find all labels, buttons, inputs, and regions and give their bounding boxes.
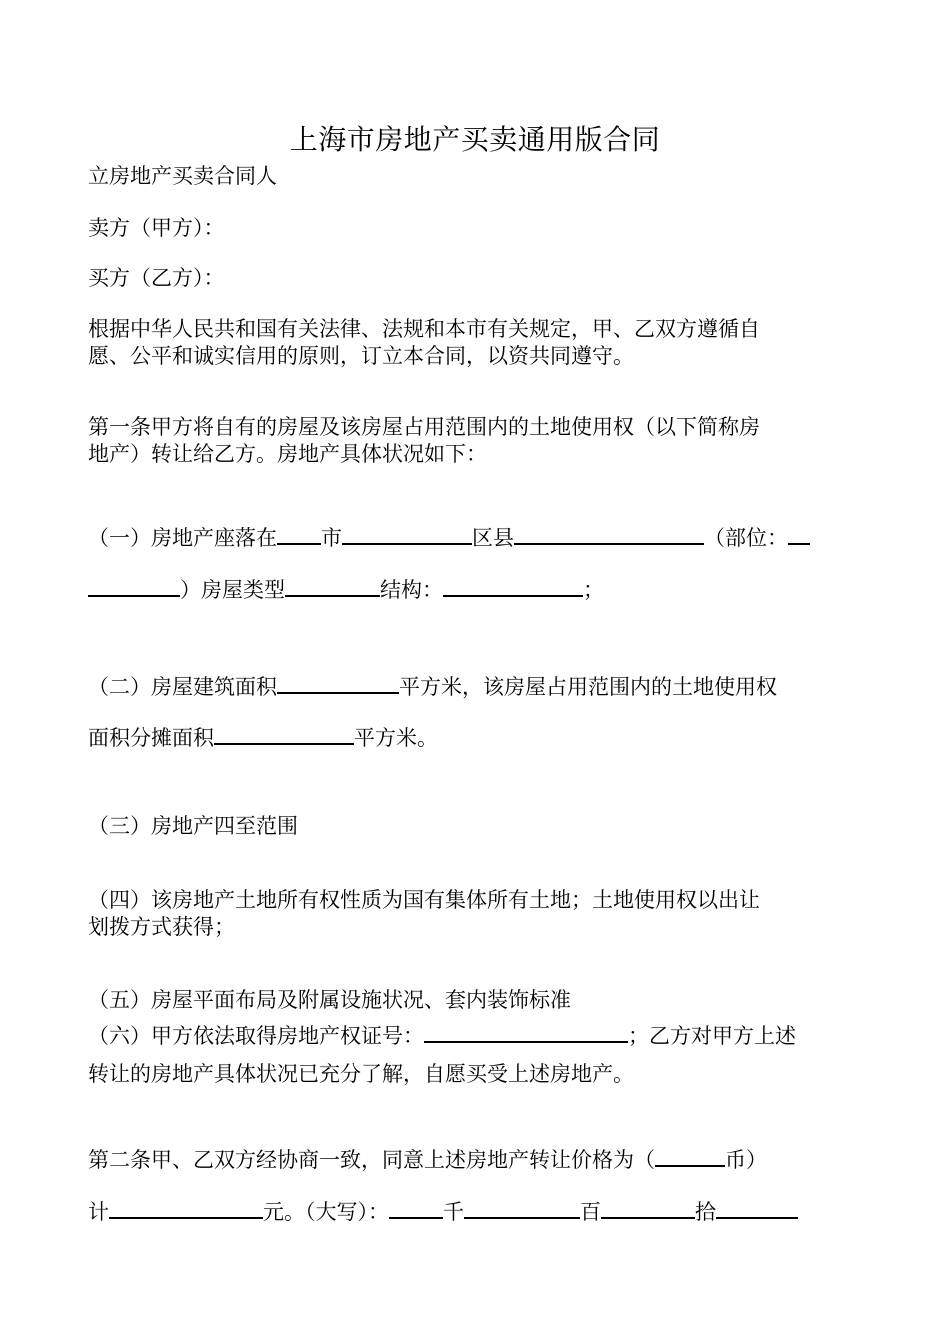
- buyer-line: 买方（乙方）：: [88, 266, 225, 290]
- price-label: 第二条甲、乙双方经协商一致，同意上述房地产转让价格为（: [88, 1148, 655, 1172]
- ten-label: 拾: [695, 1200, 716, 1224]
- article-1-line-1: 第一条甲方将自有的房屋及该房屋占用范围内的土地使用权（以下简称房: [88, 415, 760, 439]
- ten-blank: [601, 1199, 695, 1219]
- position-blank-start: [788, 525, 810, 545]
- shared-area-unit: 平方米。: [354, 726, 438, 750]
- item-4-line-2: 划拨方式获得；: [88, 915, 235, 939]
- house-type-blank: [285, 577, 380, 597]
- item-1-end: ；: [583, 578, 604, 602]
- district-label: 区县: [472, 526, 514, 550]
- item-6-line-2: 转让的房地产具体状况已充分了解，自愿买受上述房地产。: [88, 1062, 634, 1086]
- total-blank: [109, 1199, 263, 1219]
- item-1-location-label: （一）房地产座落在: [88, 526, 277, 550]
- preamble-line-1: 根据中华人民共和国有关法律、法规和本市有关规定，甲、乙双方遵循自: [88, 317, 760, 341]
- shared-area-blank: [214, 725, 354, 745]
- position-label: （部位：: [704, 526, 788, 550]
- item-4-line-1: （四）该房地产土地所有权性质为国有集体所有土地；土地使用权以出让: [88, 888, 760, 912]
- capital-label: 元。（大写）：: [263, 1200, 389, 1224]
- district-blank: [342, 525, 472, 545]
- structure-label: 结构：: [380, 578, 443, 602]
- hundred-label: 百: [580, 1200, 601, 1224]
- item-5: （五）房屋平面布局及附属设施状况、套内装饰标准: [88, 988, 571, 1012]
- house-type-label: ）房屋类型: [180, 578, 285, 602]
- city-blank: [277, 525, 321, 545]
- currency-blank: [655, 1147, 725, 1167]
- article-1-line-2: 地产）转让给乙方。房地产具体状况如下：: [88, 442, 487, 466]
- preamble-line-2: 愿、公平和诚实信用的原则，订立本合同，以资共同遵守。: [88, 344, 634, 368]
- intro-line: 立房地产买卖合同人: [88, 164, 277, 188]
- total-label: 计: [88, 1200, 109, 1224]
- hundred-blank: [464, 1199, 580, 1219]
- article-2-line-2: [88, 1196, 864, 1226]
- thousand-label: 千: [443, 1200, 464, 1224]
- item-6-continuation: ；乙方对甲方上述: [628, 1024, 796, 1048]
- document-title: 上海市房地产买卖通用版合同: [289, 123, 661, 156]
- shared-area-label: 面积分摊面积: [88, 726, 214, 750]
- currency-label: 币）: [725, 1148, 767, 1172]
- item-1-line-1: [88, 522, 864, 552]
- article-2-line-1: [88, 1144, 864, 1174]
- thousand-blank: [389, 1199, 443, 1219]
- city-label: 市: [321, 526, 342, 550]
- structure-blank: [443, 577, 583, 597]
- item-3: （三）房地产四至范围: [88, 814, 298, 838]
- position-blank-end: [88, 577, 180, 597]
- building-area-label: （二）房屋建筑面积: [88, 675, 277, 699]
- seller-line: 卖方（甲方）：: [88, 216, 225, 240]
- item-2-line-1: [88, 671, 864, 701]
- certificate-blank: [424, 1023, 628, 1043]
- address-blank: [514, 525, 704, 545]
- building-area-unit: 平方米，该房屋占用范围内的土地使用权: [399, 675, 777, 699]
- unit-blank: [716, 1199, 798, 1219]
- item-2-line-2: [88, 722, 864, 752]
- certificate-label: （六）甲方依法取得房地产权证号：: [88, 1024, 424, 1048]
- item-1-line-2: [88, 574, 864, 604]
- building-area-blank: [277, 674, 399, 694]
- item-6-line-1: [88, 1020, 864, 1050]
